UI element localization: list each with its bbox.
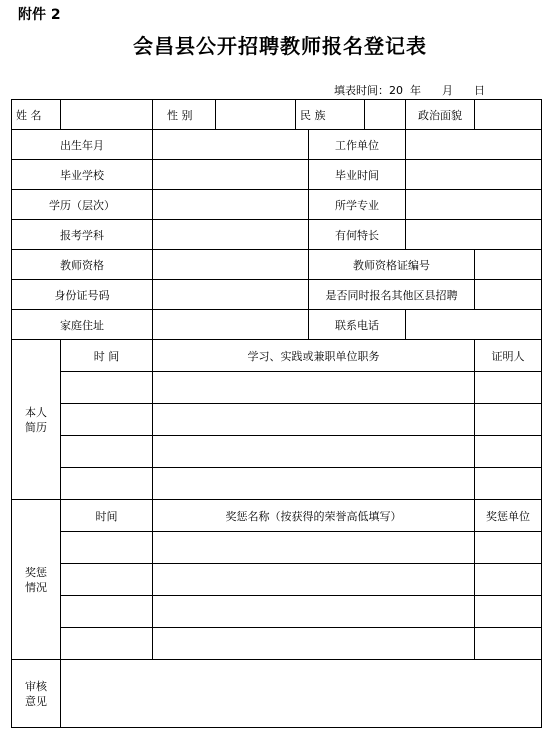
ethnicity-label: 民 族	[296, 100, 365, 130]
teacher-qualification-label: 教师资格	[12, 250, 153, 280]
fill-time-label: 填表时间：20 年 月 日	[334, 84, 485, 97]
awards-content-cell[interactable]	[153, 532, 475, 564]
graduate-school-field[interactable]	[153, 160, 309, 190]
major-label: 所学专业	[309, 190, 406, 220]
graduation-time-field[interactable]	[406, 160, 542, 190]
graduation-time-label: 毕业时间	[309, 160, 406, 190]
id-number-label: 身份证号码	[12, 280, 153, 310]
review-section-text: 审核意见	[25, 679, 47, 708]
id-number-field[interactable]	[153, 280, 309, 310]
resume-witness-cell[interactable]	[475, 436, 542, 468]
resume-content-cell[interactable]	[153, 436, 475, 468]
resume-content-cell[interactable]	[153, 372, 475, 404]
review-opinion-field[interactable]	[61, 660, 542, 728]
other-county-apply-field[interactable]	[475, 280, 542, 310]
resume-section-text: 本人简历	[25, 405, 47, 434]
resume-witness-header: 证明人	[475, 340, 542, 372]
major-field[interactable]	[406, 190, 542, 220]
resume-witness-cell[interactable]	[475, 404, 542, 436]
resume-time-cell[interactable]	[61, 404, 153, 436]
home-address-field[interactable]	[153, 310, 309, 340]
birth-date-label: 出生年月	[12, 130, 153, 160]
awards-section-label	[12, 500, 61, 660]
page-title: 会昌县公开招聘教师报名登记表	[133, 34, 427, 58]
awards-time-cell[interactable]	[61, 564, 153, 596]
resume-time-cell[interactable]	[61, 436, 153, 468]
specialty-label: 有何特长	[309, 220, 406, 250]
attachment-label: 附件 2	[18, 7, 61, 23]
registration-form-table	[11, 99, 542, 728]
resume-witness-cell[interactable]	[475, 372, 542, 404]
education-field[interactable]	[153, 190, 309, 220]
awards-content-cell[interactable]	[153, 628, 475, 660]
political-status-label: 政治面貌	[406, 100, 475, 130]
other-county-apply-label: 是否同时报名其他区县招聘	[309, 280, 475, 310]
awards-time-cell[interactable]	[61, 628, 153, 660]
review-section-label	[12, 660, 61, 728]
graduate-school-label: 毕业学校	[12, 160, 153, 190]
phone-field[interactable]	[406, 310, 542, 340]
awards-time-header: 时间	[61, 500, 153, 532]
education-label: 学历（层次）	[12, 190, 153, 220]
awards-unit-cell[interactable]	[475, 628, 542, 660]
awards-section-text: 奖惩情况	[25, 565, 47, 594]
awards-time-cell[interactable]	[61, 532, 153, 564]
awards-content-cell[interactable]	[153, 596, 475, 628]
resume-section-label	[12, 340, 61, 500]
resume-content-cell[interactable]	[153, 404, 475, 436]
name-field[interactable]	[61, 100, 153, 130]
awards-unit-cell[interactable]	[475, 596, 542, 628]
home-address-label: 家庭住址	[12, 310, 153, 340]
resume-time-cell[interactable]	[61, 372, 153, 404]
work-unit-label: 工作单位	[309, 130, 406, 160]
gender-field[interactable]	[216, 100, 296, 130]
resume-time-cell[interactable]	[61, 468, 153, 500]
resume-witness-cell[interactable]	[475, 468, 542, 500]
specialty-field[interactable]	[406, 220, 542, 250]
resume-content-cell[interactable]	[153, 468, 475, 500]
phone-label: 联系电话	[309, 310, 406, 340]
qualification-cert-number-label: 教师资格证编号	[309, 250, 475, 280]
awards-content-cell[interactable]	[153, 564, 475, 596]
apply-subject-field[interactable]	[153, 220, 309, 250]
name-label: 姓 名	[12, 100, 61, 130]
awards-unit-cell[interactable]	[475, 532, 542, 564]
gender-label: 性 别	[153, 100, 216, 130]
teacher-qualification-field[interactable]	[153, 250, 309, 280]
resume-content-header: 学习、实践或兼职单位职务	[153, 340, 475, 372]
work-unit-field[interactable]	[406, 130, 542, 160]
awards-time-cell[interactable]	[61, 596, 153, 628]
apply-subject-label: 报考学科	[12, 220, 153, 250]
resume-time-header: 时 间	[61, 340, 153, 372]
political-status-field[interactable]	[475, 100, 542, 130]
awards-unit-header: 奖惩单位	[475, 500, 542, 532]
qualification-cert-number-field[interactable]	[475, 250, 542, 280]
ethnicity-field[interactable]	[365, 100, 406, 130]
awards-unit-cell[interactable]	[475, 564, 542, 596]
awards-content-header: 奖惩名称（按获得的荣誉高低填写）	[153, 500, 475, 532]
birth-date-field[interactable]	[153, 130, 309, 160]
